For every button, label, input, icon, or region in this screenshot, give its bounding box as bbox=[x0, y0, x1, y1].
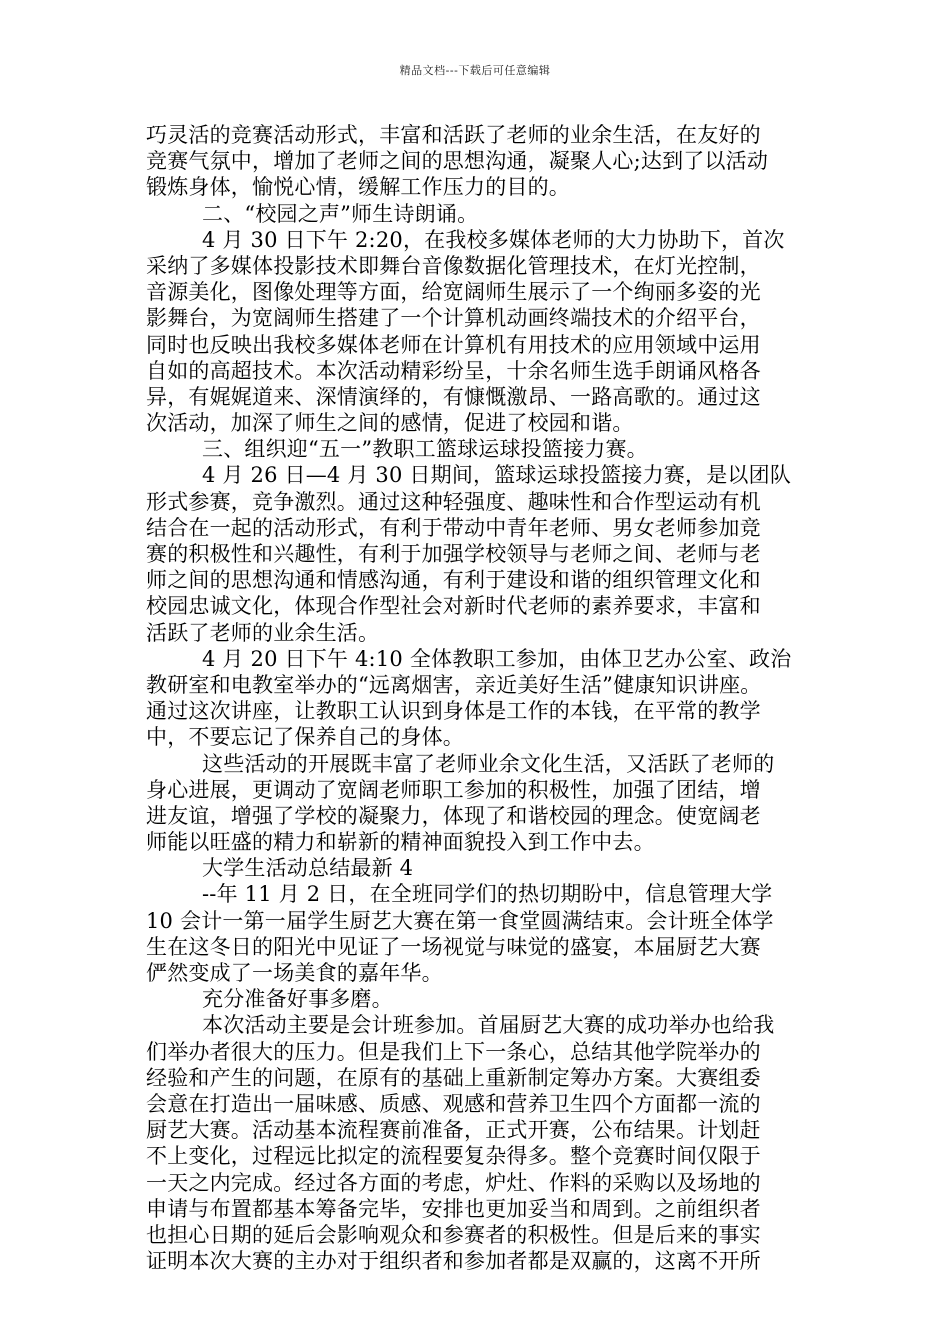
text-line: 们举办者很大的压力。但是我们上下一条心，总结其他学院举办的 bbox=[146, 1039, 761, 1064]
text-line: 异，有娓娓道来、深情演绎的，有慷慨激昂、一路高歌的。通过这 bbox=[146, 384, 761, 409]
text-line: 4 月 30 日下午 2:20，在我校多媒体老师的大力协助下，首次 bbox=[202, 227, 785, 252]
text-line: 影舞台，为宽阔师生搭建了一个计算机动画终端技术的介绍平台， bbox=[146, 306, 761, 331]
text-line: 教研室和电教室举办的“远离烟害，亲近美好生活”健康知识讲座。 bbox=[146, 672, 762, 697]
text-line: 不上变化，过程远比拟定的流程要复杂得多。整个竞赛时间仅限于 bbox=[146, 1144, 761, 1169]
text-line: 采纳了多媒体投影技术即舞台音像数据化管理技术，在灯光控制， bbox=[146, 253, 761, 278]
text-line: 进友谊，增强了学校的凝聚力，体现了和谐校园的理念。使宽阔老 bbox=[146, 803, 761, 828]
text-line: 会意在打造出一届味感、质感、观感和营养卫生四个方面都一流的 bbox=[146, 1091, 761, 1116]
text-line: 音源美化，图像处理等方面，给宽阔师生展示了一个绚丽多姿的光 bbox=[146, 280, 761, 305]
text-line: 经验和产生的问题，在原有的基础上重新制定筹办方案。大赛组委 bbox=[146, 1065, 761, 1090]
text-line: 本次活动主要是会计班参加。首届厨艺大赛的成功举办也给我 bbox=[202, 1013, 775, 1038]
text-line: 申请与布置都基本筹备完毕，安排也更加妥当和周到。之前组织者 bbox=[146, 1196, 761, 1221]
text-line: --年 11 月 2 日，在全班同学们的热切期盼中，信息管理大学 bbox=[202, 882, 773, 907]
text-line: 4 月 20 日下午 4:10 全体教职工参加，由体卫艺办公室、政治 bbox=[202, 646, 792, 671]
text-line: 赛的积极性和兴趣性，有利于加强学校领导与老师之间、老师与老 bbox=[146, 542, 761, 566]
text-line: 中，不要忘记了保养自己的身体。 bbox=[146, 725, 464, 750]
document-body bbox=[146, 122, 806, 1274]
text-line: 竞赛气氛中，增加了老师之间的思想沟通，凝聚人心;达到了以活动 bbox=[146, 149, 769, 174]
text-line: 10 会计一第一届学生厨艺大赛在第一食堂圆满结束。会计班全体学 bbox=[146, 908, 774, 933]
text-line: 二、“校园之声”师生诗朗诵。 bbox=[202, 201, 479, 226]
page-header: 精品文档---下载后可任意编辑 bbox=[399, 64, 551, 77]
text-line: 三、组织迎“五一”教职工篮球运球投篮接力赛。 bbox=[202, 437, 648, 462]
text-line: 一天之内完成。经过各方面的考虑，炉灶、作料的采购以及场地的 bbox=[146, 1170, 761, 1195]
text-line: 形式参赛，竞争激烈。通过这种轻强度、趣味性和合作型运动有机 bbox=[146, 489, 761, 514]
text-line: 次活动，加深了师生之间的感情，促进了校园和谐。 bbox=[146, 411, 634, 436]
text-line: 自如的高超技术。本次活动精彩纷呈，十余名师生选手朗诵风格各 bbox=[146, 358, 761, 383]
text-line: 锻炼身体，愉悦心情，缓解工作压力的目的。 bbox=[146, 175, 570, 200]
text-line: 生在这冬日的阳光中见证了一场视觉与味觉的盛宴，本届厨艺大赛 bbox=[146, 934, 761, 959]
text-line: 活跃了老师的业余生活。 bbox=[146, 620, 380, 645]
text-line: 也担心日期的延后会影响观众和参赛者的积极性。但是后来的事实 bbox=[146, 1222, 761, 1247]
text-line: 4 月 26 日—4 月 30 日期间，篮球运球投篮接力赛，是以团队 bbox=[202, 463, 792, 488]
text-line: 师之间的思想沟通和情感沟通，有利于建设和谐的组织管理文化和 bbox=[146, 568, 761, 593]
text-line: 通过这次讲座，让教职工认识到身体是工作的本钱，在平常的教学 bbox=[146, 699, 761, 724]
text-line: 校园忠诚文化，体现合作型社会对新时代老师的素养要求，丰富和 bbox=[146, 594, 761, 619]
text-line: 结合在一起的活动形式，有利于带动中青年老师、男女老师参加竞 bbox=[146, 515, 761, 540]
text-line: 充分准备好事多磨。 bbox=[202, 987, 393, 1012]
text-line: 同时也反映出我校多媒体老师在计算机有用技术的应用领域中运用 bbox=[146, 332, 761, 357]
text-line: 厨艺大赛。活动基本流程赛前准备，正式开赛，公布结果。计划赶 bbox=[146, 1118, 761, 1143]
text-line: 这些活动的开展既丰富了老师业余文化生活，又活跃了老师的 bbox=[202, 751, 775, 776]
text-line: 证明本次大赛的主办对于组织者和参加者都是双赢的，这离不开所 bbox=[146, 1249, 761, 1274]
text-line: 俨然变成了一场美食的嘉年华。 bbox=[146, 961, 443, 985]
text-line: 巧灵活的竞赛活动形式，丰富和活跃了老师的业余生活，在友好的 bbox=[146, 123, 761, 147]
text-line: 大学生活动总结最新 4 bbox=[202, 856, 414, 881]
text-line: 身心进展，更调动了宽阔老师职工参加的积极性，加强了团结，增 bbox=[146, 777, 761, 802]
text-line: 师能以旺盛的精力和崭新的精神面貌投入到工作中去。 bbox=[146, 830, 655, 855]
